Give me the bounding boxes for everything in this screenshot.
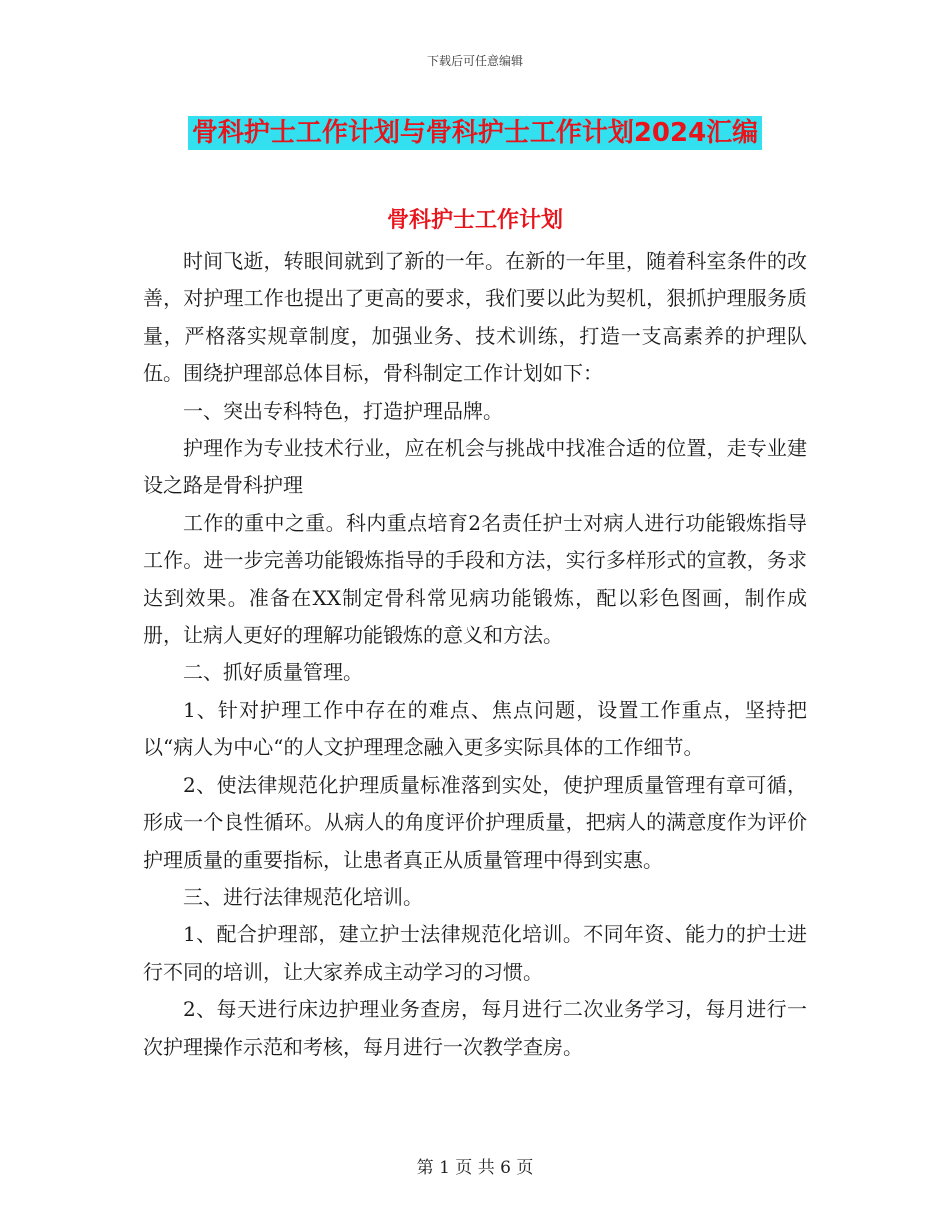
header-note: 下载后可任意编辑 — [426, 54, 523, 68]
paragraph: 1、配合护理部，建立护士法律规范化培训。不同年资、能力的护士进行不同的培训，让大家养成主动学习的习惯。 — [143, 922, 807, 984]
paragraph: 1、针对护理工作中存在的难点、焦点问题，设置工作重点，坚持把以“病人为中心“的人文护理理念融入更多实际具体的工作细节。 — [143, 697, 807, 760]
paragraph: 护理作为专业技术行业，应在机会与挑战中找准合适的位置，走专业建设之路是骨科护理 — [143, 436, 807, 498]
page-footer: 第 1 页 共 6 页 — [416, 1158, 534, 1178]
paragraph: 工作的重中之重。科内重点培育2名责任护士对病人进行功能锻炼指导工作。进一步完善功能锻炼指导的手段和方法，实行多样形式的宣教，务求达到效果。准备在XX制定骨科常见病功能锻炼，配以彩色图画，制作成册，让病人更好的理解功能锻炼的意义和方法。 — [143, 510, 807, 648]
paragraph: 三、进行法律规范化培训。 — [183, 884, 423, 909]
section-title: 骨科护士工作计划 — [386, 208, 563, 233]
paragraph: 2、每天进行床边护理业务查房，每月进行二次业务学习，每月进行一次护理操作示范和考核，每月进行一次教学查房。 — [143, 997, 807, 1059]
body-text — [143, 243, 807, 1066]
paragraph: 一、突出专科特色，打造护理品牌。 — [183, 398, 503, 423]
document-title — [0, 112, 950, 149]
paragraph: 二、抓好质量管理。 — [183, 660, 363, 685]
paragraph: 2、使法律规范化护理质量标准落到实处，使护理质量管理有章可循，形成一个良性循环。从病人的角度评价护理质量，把病人的满意度作为评价护理质量的重要指标，让患者真正从质量管理中得到实惠。 — [143, 772, 807, 872]
document-title-text: 骨科护士工作计划与骨科护士工作计划2024汇编 — [188, 116, 762, 150]
paragraph: 时间飞逝，转眼间就到了新的一年。在新的一年里，随着科室条件的改善，对护理工作也提出了更高的要求，我们要以此为契机，狠抓护理服务质量，严格落实规章制度，加强业务、技术训练，打造一支高素养的护理队伍。围绕护理部总体目标，骨科制定工作计划如下： — [143, 249, 807, 386]
